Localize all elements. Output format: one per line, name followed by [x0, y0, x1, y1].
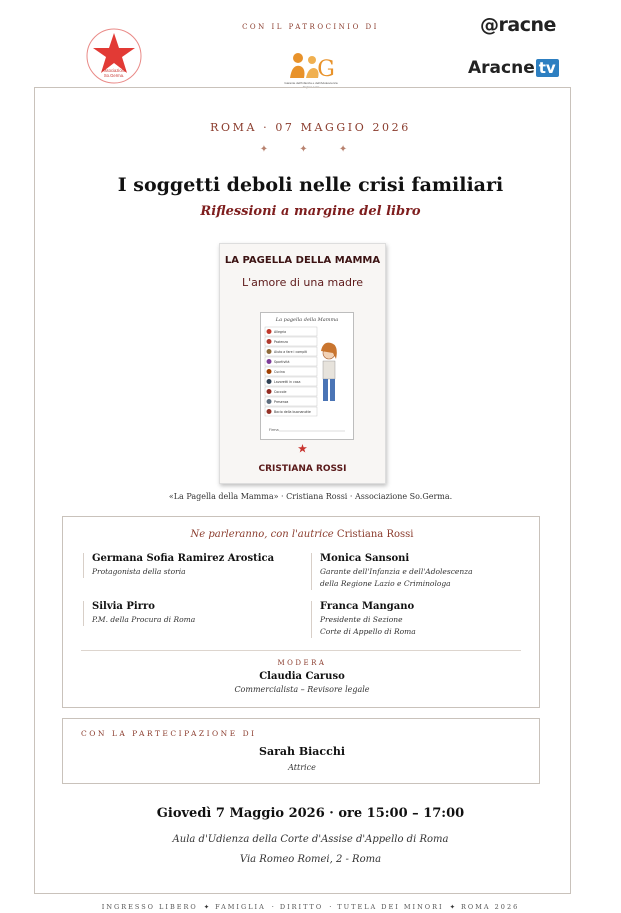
speaker-name: Monica Sansoni	[320, 553, 410, 564]
divider	[81, 650, 521, 651]
heart-icon	[267, 359, 272, 364]
card-row-label: Bacio della buonanotte	[274, 410, 311, 414]
patron-logo-sub: Regione Lazio	[302, 86, 320, 89]
aracne-logo: @racne	[480, 14, 556, 36]
card-row-label: Aiuto a fare i compiti	[274, 350, 308, 354]
book-cover-author: CRISTIANA ROSSI	[258, 464, 347, 474]
speakers-panel	[62, 516, 540, 708]
heart-icon	[267, 329, 272, 334]
participation-panel	[62, 718, 540, 784]
card-heading: La pagella della Mamma	[275, 317, 339, 323]
heart-icon	[267, 379, 272, 384]
card-row	[265, 327, 317, 336]
event-address: Via Romeo Romei, 2 - Roma	[239, 854, 382, 865]
speaker-name: Germana Sofia Ramirez Arostica	[92, 553, 275, 564]
footer-separator: ✦	[449, 903, 456, 911]
intro-text: Ne parleranno, con l'autrice	[190, 529, 334, 540]
event-venue: Aula d'Udienza della Corte d'Assise d'Appello di Roma	[172, 834, 449, 845]
heart-icon	[267, 409, 272, 414]
speaker-name: Franca Mangano	[320, 601, 415, 612]
footer-tag: INGRESSO LIBERO	[101, 903, 198, 911]
card-row-label: Allegria	[274, 330, 287, 334]
assoc-logo-line2: So.Germa.	[103, 73, 125, 78]
footer-tag: DIRITTO	[279, 903, 324, 911]
event-datetime: Giovedì 7 Maggio 2026 · ore 15:00 – 17:00	[156, 806, 465, 821]
patronage-label: CON IL PATROCINIO DI	[242, 23, 379, 31]
heart-icon	[267, 339, 272, 344]
moderator-name: Claudia Caruso	[259, 671, 345, 682]
card-row-label: Pazienza	[274, 340, 288, 344]
footer-separator: ·	[271, 903, 274, 911]
report-card-illustration	[260, 312, 354, 440]
card-row	[265, 357, 317, 366]
card-row-label: Presenza	[274, 400, 289, 404]
book-caption: «La Pagella della Mamma» · Cristiana Rossi · Associazione So.Germa.	[168, 492, 453, 501]
participant-name: Sarah Biacchi	[259, 745, 345, 758]
aracne-tv-name: Aracne	[468, 58, 535, 78]
speaker-card	[311, 553, 473, 590]
speaker-name: Silvia Pirro	[92, 601, 155, 612]
footer-separator: ✦	[203, 903, 210, 911]
assoc-logo-line1: Associazione	[101, 68, 127, 73]
speakers-intro	[63, 529, 541, 540]
participant-role: Attrice	[288, 763, 316, 772]
moderator-label: MODERA	[277, 659, 327, 667]
participation-label: CON LA PARTECIPAZIONE DI	[81, 729, 257, 738]
intro-author: Cristiana Rossi	[336, 529, 414, 540]
moderator-role: Commercialista – Revisore legale	[234, 685, 370, 694]
garante-logo	[278, 44, 344, 90]
heart-icon	[267, 389, 272, 394]
footer-tags	[0, 903, 621, 911]
footer-tag: ROMA 2026	[461, 903, 520, 911]
card-row-label: Cucina	[274, 370, 285, 374]
speaker-card	[311, 601, 416, 638]
heart-icon	[267, 369, 272, 374]
card-row	[265, 387, 317, 396]
speaker-role: Protagonista della storia	[92, 567, 186, 576]
publisher-star-icon	[298, 444, 307, 453]
footer-tag: TUTELA DEI MINORI	[337, 903, 444, 911]
heart-icon	[267, 349, 272, 354]
event-title: I soggetti deboli nelle crisi familiari	[117, 174, 504, 196]
card-row	[265, 397, 317, 406]
aracne-tv-logo	[468, 58, 559, 78]
card-row-label: Lavoretti in casa	[274, 380, 301, 384]
card-row	[265, 367, 317, 376]
speaker-card	[83, 601, 195, 626]
city-date: ROMA · 07 MAGGIO 2026	[210, 121, 411, 134]
footer-separator: ·	[329, 903, 332, 911]
patron-logo-text: Garante dell'Infanzia e dell'Adolescenza	[284, 81, 338, 85]
svg-text:G: G	[317, 57, 335, 82]
speaker-role: P.M. della Procura di Roma	[92, 615, 196, 624]
heart-icon	[267, 399, 272, 404]
associazione-logo	[86, 28, 142, 84]
book-cover-subtitle: L'amore di una madre	[241, 276, 364, 289]
ornament-divider: ✦ ✦ ✦	[259, 144, 362, 155]
event-subtitle: Riflessioni a margine del libro	[200, 204, 421, 219]
book-cover-title: LA PAGELLA DELLA MAMMA	[224, 255, 381, 266]
svg-text:Firma: Firma	[269, 428, 279, 432]
speaker-role: Presidente di Sezione Corte di Appello di Roma	[320, 615, 416, 636]
card-row	[265, 337, 317, 346]
card-row-label: Sportività	[274, 360, 290, 364]
speaker-card	[83, 553, 274, 578]
book-cover	[219, 243, 386, 484]
tv-badge: tv	[536, 59, 559, 77]
footer-tag: FAMIGLIA	[215, 903, 266, 911]
card-row-label: Coccole	[274, 390, 287, 394]
speaker-role: Garante dell'Infanzia e dell'Adolescenza della Regione Lazio e Criminologa	[320, 567, 473, 588]
